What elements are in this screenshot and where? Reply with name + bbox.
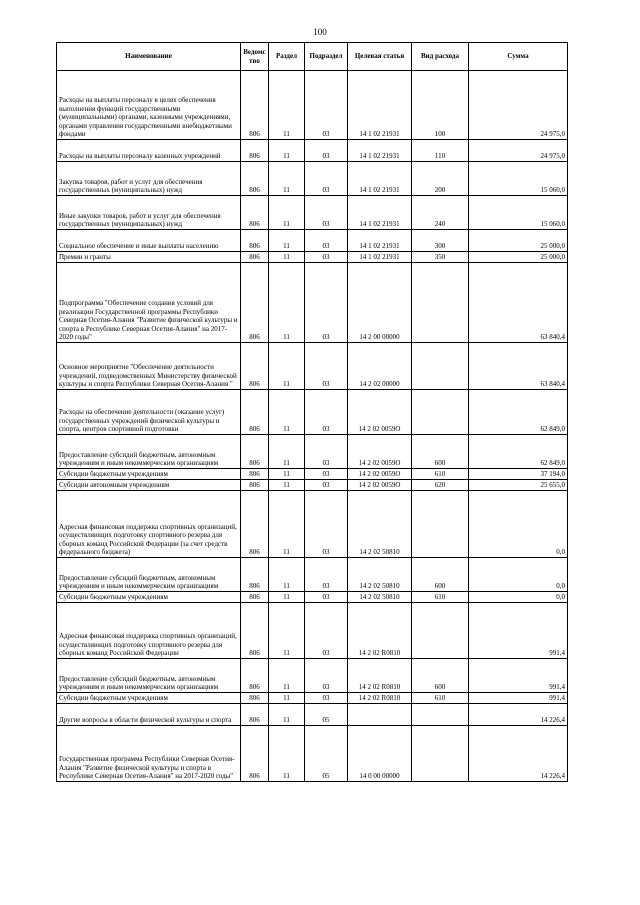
cell-amount: 0,0	[469, 558, 568, 592]
table-row	[57, 491, 568, 558]
cell-section: 11	[269, 196, 305, 230]
table-row	[57, 603, 568, 659]
cell-amount: 62 849,0	[469, 390, 568, 435]
cell-expense-type: 620	[412, 480, 469, 491]
cell-amount: 991,4	[469, 659, 568, 693]
cell-amount: 991,4	[469, 693, 568, 704]
cell-amount: 63 840,4	[469, 263, 568, 343]
cell-subsection: 03	[305, 230, 348, 252]
cell-target-article: 14 1 02 21931	[348, 252, 412, 263]
cell-department: 806	[241, 558, 269, 592]
page-number: 100	[313, 27, 327, 37]
header-department: Ведомс тво	[241, 43, 269, 71]
table-row	[57, 558, 568, 592]
cell-amount: 25 000,0	[469, 230, 568, 252]
cell-expense-type: 100	[412, 71, 469, 140]
table-row	[57, 230, 568, 252]
cell-expense-type: 110	[412, 140, 469, 162]
cell-expense-type: 600	[412, 659, 469, 693]
cell-section: 11	[269, 726, 305, 782]
cell-name: Предоставление субсидий бюджетным, автономным учреждениям и иным некоммерческим организациям	[57, 435, 241, 469]
cell-section: 11	[269, 263, 305, 343]
cell-expense-type: 240	[412, 196, 469, 230]
cell-department: 806	[241, 480, 269, 491]
cell-amount: 63 840,4	[469, 343, 568, 390]
cell-subsection: 03	[305, 558, 348, 592]
cell-target-article: 14 2 02 50810	[348, 558, 412, 592]
cell-department: 806	[241, 230, 269, 252]
cell-section: 11	[269, 390, 305, 435]
cell-amount: 37 194,0	[469, 469, 568, 480]
cell-department: 806	[241, 140, 269, 162]
cell-subsection: 03	[305, 140, 348, 162]
cell-target-article: 14 1 02 21931	[348, 71, 412, 140]
cell-expense-type: 200	[412, 162, 469, 196]
cell-expense-type: 610	[412, 693, 469, 704]
cell-name: Расходы на выплаты персоналу казенных учреждений	[57, 140, 241, 162]
table-row	[57, 693, 568, 704]
cell-target-article: 14 1 02 21931	[348, 162, 412, 196]
cell-subsection: 03	[305, 162, 348, 196]
cell-amount: 24 975,0	[469, 71, 568, 140]
table-row	[57, 343, 568, 390]
table-row	[57, 140, 568, 162]
cell-department: 806	[241, 390, 269, 435]
table-row	[57, 592, 568, 603]
cell-expense-type	[412, 390, 469, 435]
cell-expense-type: 600	[412, 435, 469, 469]
cell-amount: 0,0	[469, 491, 568, 558]
table-row	[57, 252, 568, 263]
cell-department: 806	[241, 196, 269, 230]
cell-department: 806	[241, 659, 269, 693]
cell-name: Подпрограмма "Обеспечение создания условий для реализации Государственной программы Республики Северная Осетия-Алания "Развитие физической культуры и спорта в Республике Северная Осетия-Алания" на 2017-2020 годы"	[57, 263, 241, 343]
cell-expense-type	[412, 704, 469, 726]
cell-subsection: 03	[305, 343, 348, 390]
cell-name: Другие вопросы в области физической культуры и спорта	[57, 704, 241, 726]
cell-amount: 25 000,0	[469, 252, 568, 263]
cell-department: 806	[241, 491, 269, 558]
cell-section: 11	[269, 693, 305, 704]
cell-amount: 24 975,0	[469, 140, 568, 162]
cell-name: Предоставление субсидий бюджетным, автономным учреждениям и иным некоммерческим организациям	[57, 558, 241, 592]
cell-subsection: 03	[305, 435, 348, 469]
table-row	[57, 162, 568, 196]
cell-section: 11	[269, 469, 305, 480]
cell-target-article: 14 2 02 0059О	[348, 435, 412, 469]
cell-expense-type	[412, 491, 469, 558]
cell-expense-type: 600	[412, 558, 469, 592]
cell-name: Адресная финансовая поддержка спортивных организаций, осуществляющих подготовку спортивного резерва для сборных команд Российской Федерации (за счет средств федерального бюджета)	[57, 491, 241, 558]
cell-target-article	[348, 704, 412, 726]
cell-expense-type	[412, 343, 469, 390]
cell-department: 806	[241, 263, 269, 343]
cell-section: 11	[269, 480, 305, 491]
cell-target-article: 14 2 02 00000	[348, 343, 412, 390]
cell-target-article: 14 2 02 50810	[348, 592, 412, 603]
cell-name: Социальное обеспечение и иные выплаты населению	[57, 230, 241, 252]
cell-target-article: 14 1 02 21931	[348, 230, 412, 252]
cell-name: Иные закупки товаров, работ и услуг для обеспечения государственных (муниципальных) нужд	[57, 196, 241, 230]
cell-target-article: 14 2 02 50810	[348, 491, 412, 558]
cell-target-article: 14 0 00 00000	[348, 726, 412, 782]
cell-section: 11	[269, 343, 305, 390]
table-row	[57, 469, 568, 480]
header-amount: Сумма	[469, 43, 568, 71]
cell-name: Адресная финансовая поддержка спортивных организаций, осуществляющих подготовку спортивного резерва для сборных команд Российской Федерации	[57, 603, 241, 659]
cell-department: 806	[241, 252, 269, 263]
cell-subsection: 03	[305, 693, 348, 704]
header-subsection: Подраздел	[305, 43, 348, 71]
table-row	[57, 726, 568, 782]
cell-name: Субсидии бюджетным учреждениям	[57, 592, 241, 603]
table-row	[57, 659, 568, 693]
cell-amount: 62 849,0	[469, 435, 568, 469]
cell-expense-type	[412, 263, 469, 343]
cell-name: Расходы на выплаты персоналу в целях обеспечения выполнения функций государственными (муниципальными) органами, казенными учреждениями, органами управления государственными внебюджетными фондами	[57, 71, 241, 140]
cell-expense-type	[412, 603, 469, 659]
cell-amount: 14 226,4	[469, 704, 568, 726]
cell-name: Основное мероприятие "Обеспечение деятельности учреждений, подведомственных Министерству физической культуры и спорта Республики Северная Осетия-Алания "	[57, 343, 241, 390]
cell-subsection: 03	[305, 71, 348, 140]
header-name: Наименование	[57, 43, 241, 71]
cell-expense-type: 610	[412, 592, 469, 603]
cell-expense-type: 610	[412, 469, 469, 480]
cell-name: Субсидии бюджетным учреждениям	[57, 469, 241, 480]
cell-subsection: 03	[305, 480, 348, 491]
table-row	[57, 480, 568, 491]
cell-amount: 0,0	[469, 592, 568, 603]
header-row	[57, 43, 568, 71]
cell-section: 11	[269, 252, 305, 263]
cell-amount: 15 060,0	[469, 162, 568, 196]
cell-target-article: 14 1 02 21931	[348, 140, 412, 162]
cell-name: Расходы на обеспечение деятельности (оказание услуг) государственных учреждений физической культуры и спорта, центров спортивной подготовки	[57, 390, 241, 435]
cell-section: 11	[269, 140, 305, 162]
cell-department: 806	[241, 592, 269, 603]
table-row	[57, 196, 568, 230]
cell-amount: 15 060,0	[469, 196, 568, 230]
table-row	[57, 263, 568, 343]
table-row	[57, 390, 568, 435]
cell-name: Предоставление субсидий бюджетным, автономным учреждениям и иным некоммерческим организациям	[57, 659, 241, 693]
cell-name: Субсидии автономным учреждениям	[57, 480, 241, 491]
cell-target-article: 14 1 02 21931	[348, 196, 412, 230]
table-row	[57, 704, 568, 726]
cell-section: 11	[269, 230, 305, 252]
cell-department: 806	[241, 469, 269, 480]
cell-department: 806	[241, 71, 269, 140]
cell-department: 806	[241, 435, 269, 469]
cell-department: 806	[241, 343, 269, 390]
cell-target-article: 14 2 02 0059О	[348, 390, 412, 435]
budget-table	[56, 42, 568, 782]
header-expense-type: Вид расхода	[412, 43, 469, 71]
cell-target-article: 14 2 00 00000	[348, 263, 412, 343]
cell-department: 806	[241, 603, 269, 659]
cell-subsection: 03	[305, 603, 348, 659]
cell-expense-type: 300	[412, 230, 469, 252]
cell-section: 11	[269, 435, 305, 469]
cell-expense-type: 350	[412, 252, 469, 263]
cell-subsection: 05	[305, 726, 348, 782]
cell-subsection: 03	[305, 263, 348, 343]
cell-section: 11	[269, 592, 305, 603]
cell-section: 11	[269, 558, 305, 592]
cell-section: 11	[269, 659, 305, 693]
cell-target-article: 14 2 02 0059О	[348, 469, 412, 480]
cell-name: Закупка товаров, работ и услуг для обеспечения государственных (муниципальных) нужд	[57, 162, 241, 196]
cell-name: Субсидии бюджетным учреждениям	[57, 693, 241, 704]
cell-target-article: 14 2 02 0059О	[348, 480, 412, 491]
cell-subsection: 03	[305, 390, 348, 435]
cell-target-article: 14 2 02 R0810	[348, 659, 412, 693]
cell-amount: 991,4	[469, 603, 568, 659]
cell-subsection: 05	[305, 704, 348, 726]
cell-subsection: 03	[305, 659, 348, 693]
cell-target-article: 14 2 02 R0810	[348, 603, 412, 659]
cell-subsection: 03	[305, 592, 348, 603]
table-row	[57, 435, 568, 469]
table-row	[57, 71, 568, 140]
cell-subsection: 03	[305, 469, 348, 480]
cell-section: 11	[269, 704, 305, 726]
cell-subsection: 03	[305, 196, 348, 230]
cell-section: 11	[269, 491, 305, 558]
header-section: Раздел	[269, 43, 305, 71]
cell-expense-type	[412, 726, 469, 782]
cell-name: Государственная программа Республики Северная Осетия-Алания "Развитие физической культуры и спорта в Республике Северная Осетия-Алания" на 2017-2020 годы"	[57, 726, 241, 782]
cell-department: 806	[241, 693, 269, 704]
cell-department: 806	[241, 704, 269, 726]
cell-section: 11	[269, 603, 305, 659]
cell-subsection: 03	[305, 491, 348, 558]
cell-amount: 14 226,4	[469, 726, 568, 782]
cell-section: 11	[269, 71, 305, 140]
cell-name: Премии и гранты	[57, 252, 241, 263]
cell-target-article: 14 2 02 R0810	[348, 693, 412, 704]
cell-department: 806	[241, 162, 269, 196]
cell-department: 806	[241, 726, 269, 782]
header-target-article: Целевая статья	[348, 43, 412, 71]
cell-section: 11	[269, 162, 305, 196]
cell-subsection: 03	[305, 252, 348, 263]
cell-amount: 25 655,0	[469, 480, 568, 491]
